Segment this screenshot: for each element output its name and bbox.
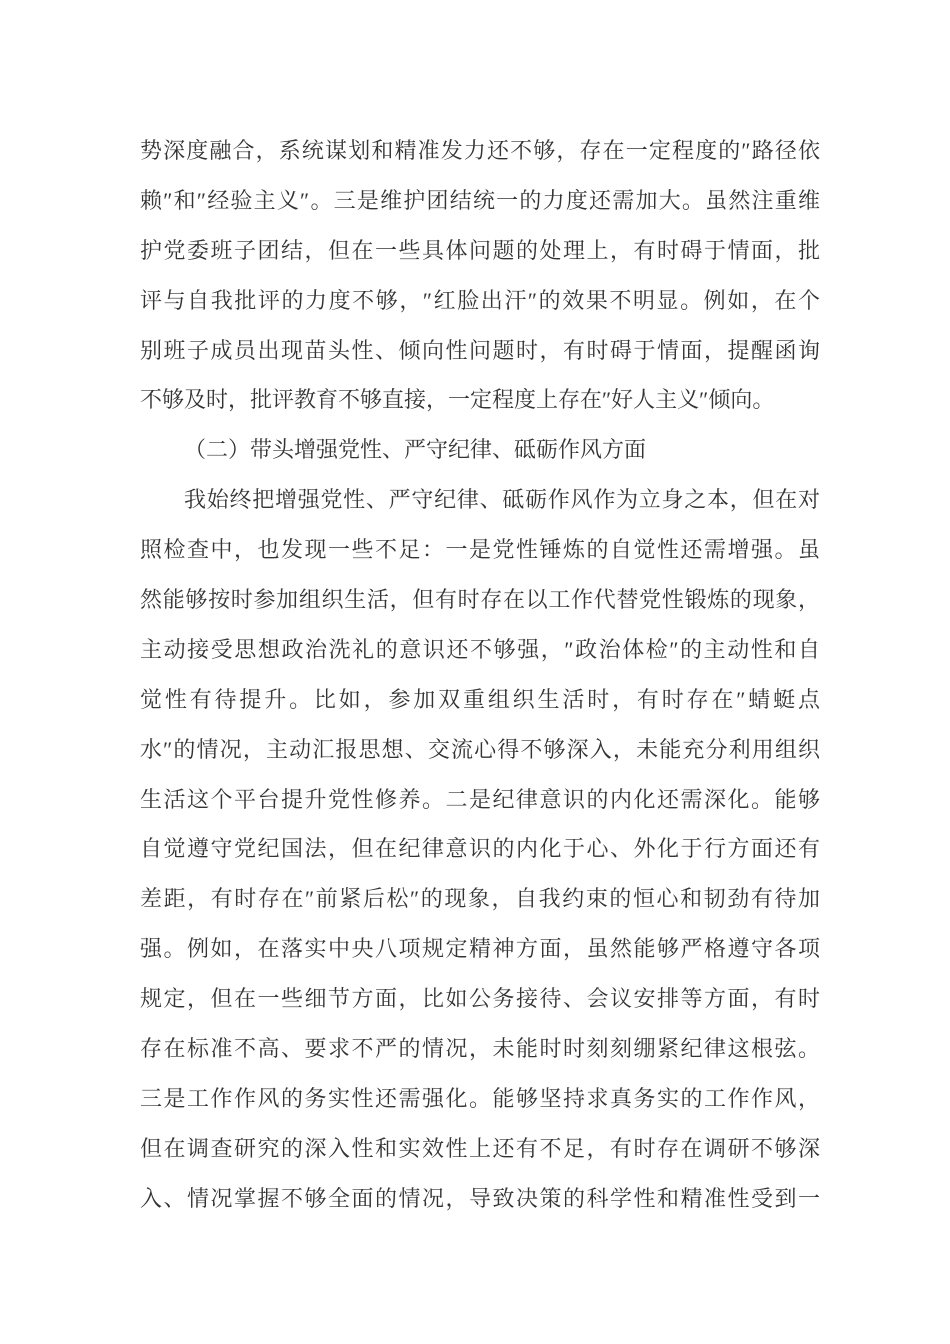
text-line-paragraph-start: 我始终把增强党性、严守纪律、砥砺作风作为立身之本，但在对 <box>184 487 820 513</box>
text-line: 别班子成员出现苗头性、倾向性问题时，有时碍于情面，提醒函询 <box>140 337 820 363</box>
text-line: 自觉遵守党纪国法，但在纪律意识的内化于心、外化于行方面还有 <box>140 836 820 862</box>
text-line: 势深度融合，系统谋划和精准发力还不够，存在一定程度的″路径依 <box>140 138 820 163</box>
text-line: 护党委班子团结，但在一些具体问题的处理上，有时碍于情面，批 <box>140 237 820 263</box>
text-line: 强。例如，在落实中央八项规定精神方面，虽然能够严格遵守各项 <box>140 936 820 962</box>
text-line: 水″的情况，主动汇报思想、交流心得不够深入，未能充分利用组织 <box>140 736 820 762</box>
text-line: 规定，但在一些细节方面，比如公务接待、会议安排等方面，有时 <box>140 986 820 1012</box>
text-line: 觉性有待提升。比如，参加双重组织生活时，有时存在″蜻蜓点 <box>140 686 820 712</box>
text-line: 照检查中，也发现一些不足：一是党性锤炼的自觉性还需增强。虽 <box>140 537 820 563</box>
text-line: 主动接受思想政治洗礼的意识还不够强，″政治体检″的主动性和自 <box>140 636 820 662</box>
text-line: 三是工作作风的务实性还需强化。能够坚持求真务实的工作作风， <box>140 1085 820 1111</box>
text-line-paragraph-end: 不够及时，批评教育不够直接，一定程度上存在″好人主义″倾向。 <box>140 387 775 413</box>
section-heading: （二）带头增强党性、严守纪律、砥砺作风方面 <box>184 437 647 463</box>
text-line-page-end: 入、情况掌握不够全面的情况，导致决策的科学性和精准性受到一 <box>140 1185 820 1211</box>
document-body <box>140 126 820 1224</box>
text-line: 生活这个平台提升党性修养。二是纪律意识的内化还需深化。能够 <box>140 786 820 812</box>
text-line: 评与自我批评的力度不够，″红脸出汗″的效果不明显。例如，在个 <box>140 287 820 313</box>
text-line: 存在标准不高、要求不严的情况，未能时时刻刻绷紧纪律这根弦。 <box>140 1036 820 1062</box>
text-line: 赖″和″经验主义″。三是维护团结统一的力度还需加大。虽然注重维 <box>140 187 820 213</box>
text-line: 然能够按时参加组织生活，但有时存在以工作代替党性锻炼的现象， <box>140 587 820 613</box>
text-line: 差距，有时存在″前紧后松″的现象，自我约束的恒心和韧劲有待加 <box>140 886 820 912</box>
text-line: 但在调查研究的深入性和实效性上还有不足，有时存在调研不够深 <box>140 1135 820 1161</box>
